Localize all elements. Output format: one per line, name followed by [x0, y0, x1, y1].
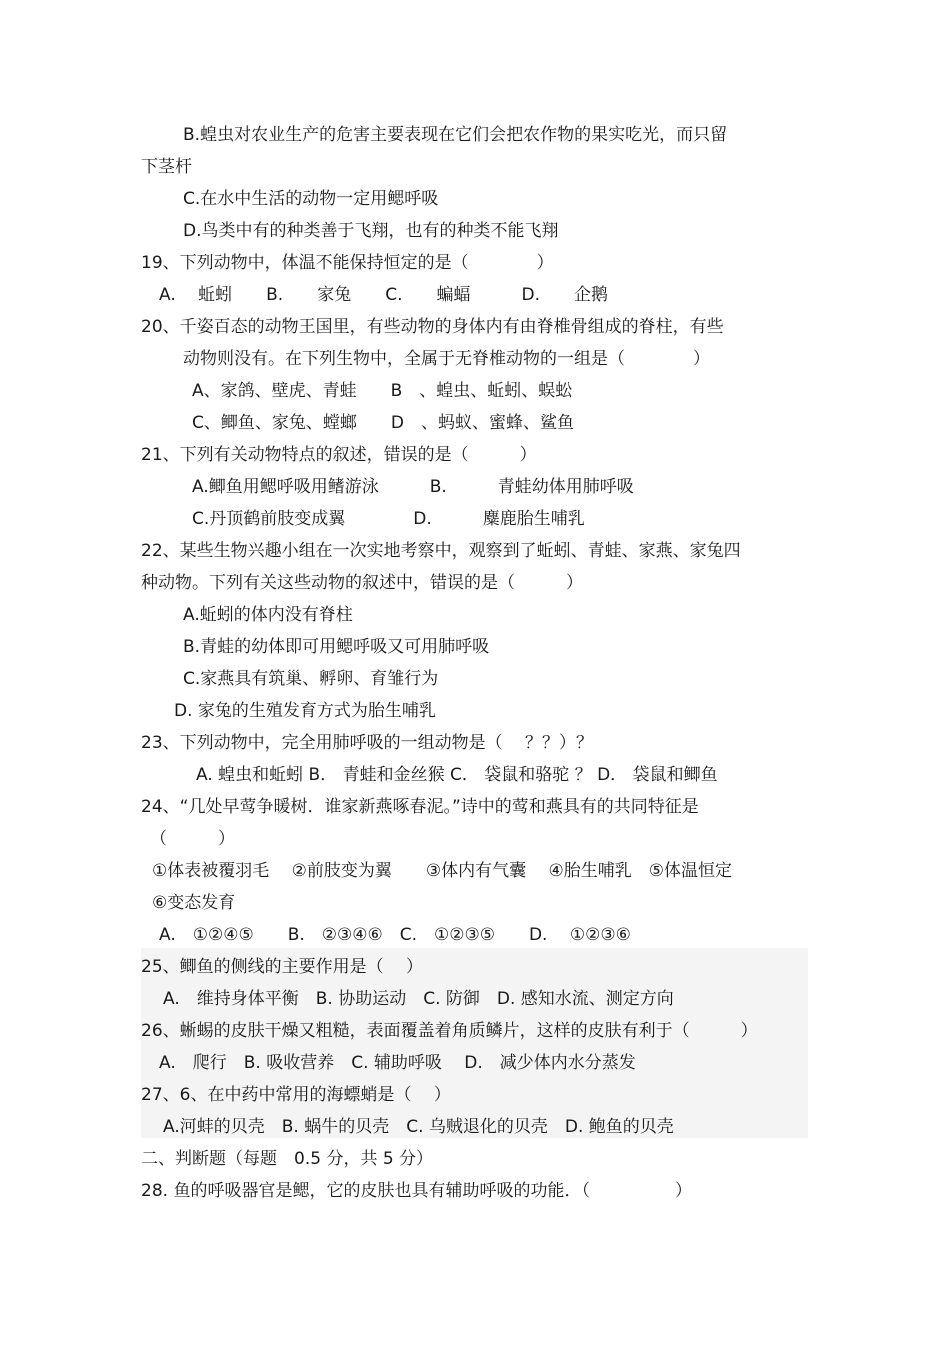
- options-26: A. 爬行 B. 吸收营养 C. 辅助呼吸 D. 减少体内水分蒸发: [159, 1053, 636, 1073]
- question-23: 23、下列动物中，完全用肺呼吸的一组动物是（ ？？）？: [141, 733, 594, 753]
- options-21-row2: C.丹顶鹤前肢变成翼 D. 麋鹿胎生哺乳: [192, 509, 585, 529]
- option-22-c: C.家燕具有筑巢、孵卵、育雏行为: [183, 669, 439, 689]
- text-line: D.鸟类中有的种类善于飞翔，也有的种类不能飞翔: [183, 221, 559, 241]
- option-22-a: A.蚯蚓的体内没有脊柱: [183, 605, 353, 625]
- text-line: B.蝗虫对农业生产的危害主要表现在它们会把农作物的果实吃光，而只留: [183, 125, 728, 145]
- question-24: 24、“几处早莺争暖树．谁家新燕啄春泥。”诗中的莺和燕具有的共同特征是: [141, 797, 699, 817]
- options-25: A. 维持身体平衡 B. 协助运动 C. 防御 D. 感知水流、测定方向: [163, 989, 674, 1009]
- options-20-row1: A、家鸽、壁虎、青蛙 B 、蝗虫、蚯蚓、蜈蚣: [192, 381, 573, 401]
- features-24: ①体表被覆羽毛 ②前肢变为翼 ③体内有气囊 ④胎生哺乳 ⑤体温恒定: [152, 861, 733, 881]
- text-line: 动物则没有。在下列生物中，全属于无脊椎动物的一组是（ ）: [183, 349, 710, 369]
- question-22: 22、某些生物兴趣小组在一次实地考察中，观察到了蚯蚓、青蛙、家燕、家兔四: [141, 541, 741, 561]
- options-23: A. 蝗虫和蚯蚓 B． 青蛙和金丝猴 C． 袋鼠和骆驼 ？ D． 袋鼠和鲫鱼: [196, 765, 718, 785]
- option-22-b: B.青蛙的幼体即可用鳃呼吸又可用肺呼吸: [183, 637, 490, 657]
- question-21: 21、下列有关动物特点的叙述，错误的是（ ）: [141, 445, 537, 465]
- question-28: 28. 鱼的呼吸器官是鳃，它的皮肤也具有辅助呼吸的功能．（ ）: [141, 1181, 692, 1201]
- options-27: A.河蚌的贝壳 B. 蜗牛的贝壳 C. 乌贼退化的贝壳 D. 鲍鱼的贝壳: [163, 1117, 674, 1137]
- options-24: A. ①②④⑤ B. ②③④⑥ C. ①②③⑤ D. ①②③⑥: [159, 925, 631, 945]
- options-19: A. 蚯蚓 B. 家兔 C. 蝙蝠 D. 企鹅: [159, 285, 608, 305]
- question-25: 25、鲫鱼的侧线的主要作用是（ ）: [141, 957, 424, 977]
- options-21-row1: A.鲫鱼用鳃呼吸用鳍游泳 B. 青蛙幼体用肺呼吸: [192, 477, 634, 497]
- text-line: 下茎杆: [141, 157, 192, 177]
- question-26: 26、蜥蜴的皮肤干燥又粗糙，表面覆盖着角质鳞片，这样的皮肤有利于（ ）: [141, 1021, 758, 1041]
- question-27: 27、6、在中药中常用的海螵蛸是（ ）: [141, 1085, 451, 1105]
- text-line: C.在水中生活的动物一定用鳃呼吸: [183, 189, 439, 209]
- options-20-row2: C、鲫鱼、家兔、螳螂 D 、蚂蚁、蜜蜂、鲨鱼: [192, 413, 574, 433]
- text-line: 种动物。下列有关这些动物的叙述中，错误的是（ ）: [141, 573, 583, 593]
- question-20: 20、千姿百态的动物王国里，有些动物的身体内有由脊椎骨组成的脊柱，有些: [141, 317, 724, 337]
- text-line: （ ）: [150, 829, 235, 849]
- section-heading: 二、判断题（每题 0.5 分，共 5 分）: [141, 1149, 434, 1169]
- text-line: ⑥变态发育: [152, 893, 236, 913]
- option-22-d: D. 家兔的生殖发育方式为胎生哺乳: [174, 701, 436, 721]
- question-19: 19、下列动物中，体温不能保持恒定的是（ ）: [141, 253, 554, 273]
